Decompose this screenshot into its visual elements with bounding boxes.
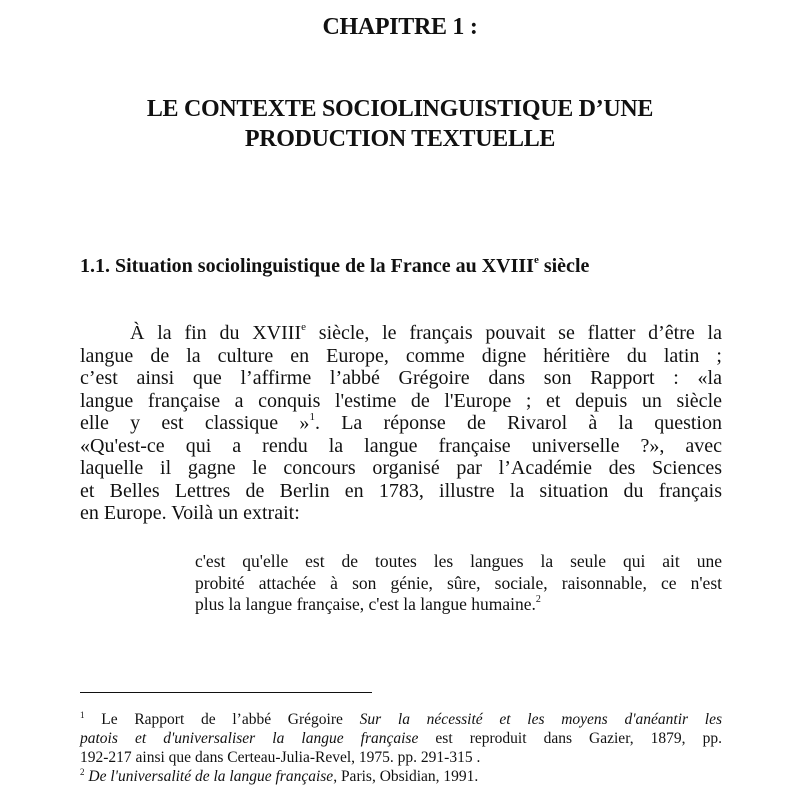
footnote-1-line	[80, 729, 722, 748]
superscript: e	[301, 321, 306, 333]
paragraph-line: langue française a conquis l'estime de l'Europe ; et depuis un siècle	[80, 389, 722, 412]
chapter-title-line-2: PRODUCTION TEXTUELLE	[244, 126, 556, 152]
paragraph-text: À la fin du XVIII	[130, 322, 302, 344]
section-heading-superscript: e	[533, 254, 539, 266]
footnote-separator	[80, 692, 372, 693]
body-paragraph	[80, 322, 722, 525]
paragraph-line: c’est ainsi que l’affirme l’abbé Grégoire dans son Rapport : «la	[80, 367, 722, 389]
footnotes	[80, 710, 722, 786]
footnote-italic-title: De l'universalité de la langue française	[84, 768, 334, 785]
footnote-italic-title: patois et d'universaliser la langue française	[80, 730, 419, 747]
footnote-reference-2: 2	[535, 594, 541, 605]
section-heading-text: 1.1. Situation sociolinguistique de la France au XVIII	[80, 255, 534, 277]
chapter-title	[0, 94, 800, 154]
quote-line	[195, 594, 722, 616]
quote-line: c'est qu'elle est de toutes les langues la seule qui ait une	[195, 551, 722, 571]
paragraph-text: elle y est classique »	[80, 412, 310, 434]
paragraph-line: «Qu'est-ce qui a rendu la langue française universelle ?», avec	[80, 434, 722, 457]
paragraph-line	[80, 412, 722, 435]
quote-line: probité attachée à son génie, sûre, sociale, raisonnable, ce n'est	[195, 572, 722, 593]
footnote-2-line	[80, 767, 722, 786]
paragraph-text: siècle, le français pouvait se flatter d’être la	[306, 322, 722, 344]
quote-text: plus la langue française, c'est la langue humaine.	[195, 594, 536, 614]
footnote-italic-title: Sur la nécessité et les moyens d'anéantir les	[359, 711, 722, 728]
chapter-heading: CHAPITRE 1 :	[322, 14, 478, 40]
paragraph-line: langue de la culture en Europe, comme digne héritière du latin ;	[80, 344, 722, 367]
paragraph-line: et Belles Lettres de Berlin en 1783, illustre la situation du français	[80, 479, 722, 502]
footnote-2-mark: 2	[80, 767, 85, 777]
paragraph-line: laquelle il gagne le concours organisé par l’Académie des Sciences	[80, 457, 722, 479]
section-heading-tail: siècle	[538, 255, 590, 277]
footnote-1-mark: 1	[80, 710, 85, 720]
section-heading	[80, 255, 740, 278]
chapter-title-line-1: LE CONTEXTE SOCIOLINGUISTIQUE D’UNE	[146, 96, 654, 122]
footnote-1-line	[80, 710, 722, 729]
footnote-text: Le Rapport de l’abbé Grégoire	[84, 711, 360, 728]
paragraph-text: . La réponse de Rivarol à la question	[314, 412, 722, 434]
footnote-text: , Paris, Obsidian, 1991.	[333, 768, 479, 785]
paragraph-line: en Europe. Voilà un extrait:	[80, 502, 300, 524]
paragraph-line	[80, 322, 722, 345]
footnote-text: est reproduit dans Gazier, 1879, pp.	[418, 730, 722, 747]
footnote-reference-1: 1	[309, 411, 315, 423]
block-quote	[195, 551, 722, 616]
footnote-1-line: 192-217 ainsi que dans Certeau-Julia-Revel, 1975. pp. 291-315 .	[80, 749, 481, 766]
